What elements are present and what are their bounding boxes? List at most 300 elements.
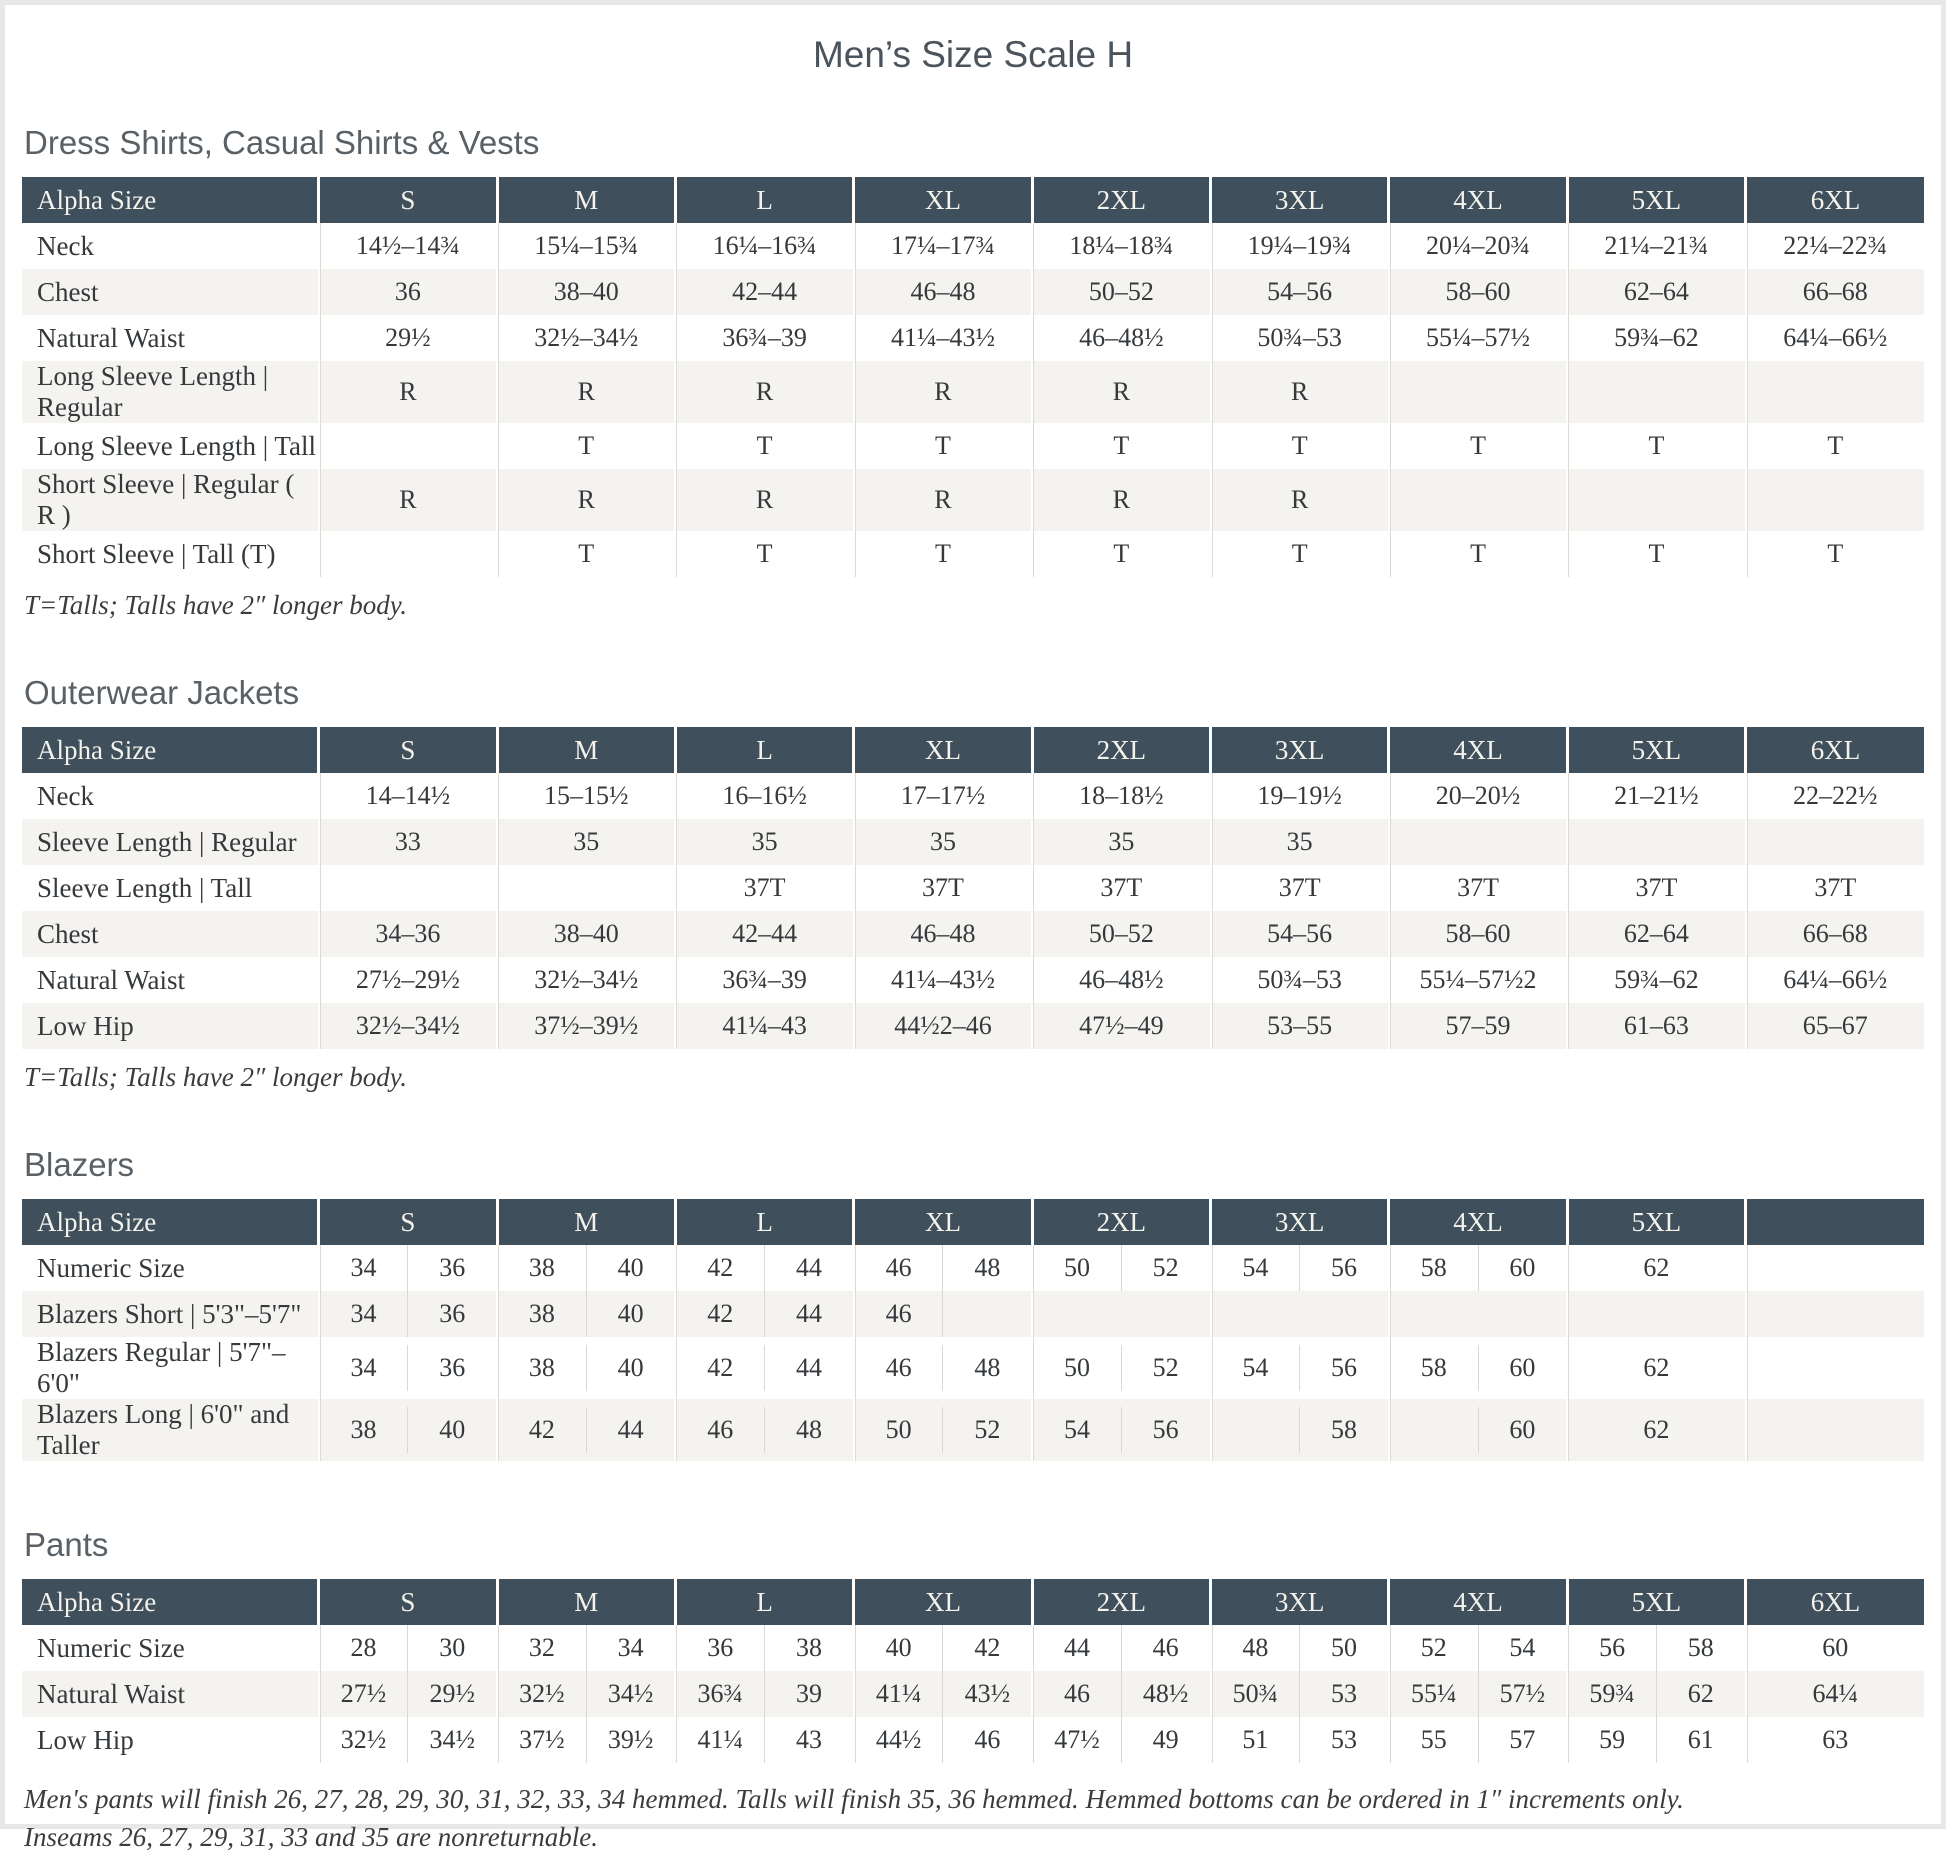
size-value: 40 [407, 1407, 496, 1453]
size-value: 46 [1063, 1679, 1090, 1708]
size-value: 54 [1242, 1253, 1269, 1282]
size-value: 48 [764, 1407, 853, 1453]
size-cell [1746, 1337, 1924, 1399]
size-cell: 59¾–62 [1567, 957, 1745, 1003]
size-value: 50¾ [1232, 1679, 1279, 1708]
size-value: 59 [1599, 1725, 1626, 1754]
size-cell [1211, 1245, 1389, 1291]
size-column-header: 5XL [1567, 177, 1745, 223]
size-value: 44 [764, 1345, 853, 1391]
talls-footnote: T=Talls; Talls have 2″ longer body. [24, 1062, 408, 1092]
size-value: 39 [764, 1671, 853, 1717]
size-cell [319, 1399, 497, 1461]
footer-note-line-1: Men's pants will finish 26, 27, 28, 29, 30, 31, 32, 33, 34 hemmed. Talls will finish 35, 36 hemmed. Hemmed bottoms can be ordered in 1″ increments only. [24, 1784, 1684, 1814]
size-cell: R [854, 469, 1032, 531]
talls-footnote: T=Talls; Talls have 2″ longer body. [24, 590, 408, 620]
size-cell: 62–64 [1567, 911, 1745, 957]
size-column-header [1746, 1199, 1924, 1245]
size-cell: 15¼–15¾ [497, 223, 675, 269]
size-cell [675, 1245, 853, 1291]
size-value: 50 [1063, 1253, 1090, 1282]
size-cell: 64¼–66½ [1746, 957, 1924, 1003]
size-cell: 61–63 [1567, 1003, 1745, 1049]
size-section [22, 673, 1924, 1093]
size-value: 32½ [340, 1725, 387, 1754]
size-value: 34 [350, 1253, 377, 1282]
size-cell [675, 1291, 853, 1337]
size-value: 28 [350, 1633, 377, 1662]
size-value: 34½ [586, 1671, 675, 1717]
size-cell: 62–64 [1567, 269, 1745, 315]
size-cell: R [675, 469, 853, 531]
size-cell: 36 [319, 269, 497, 315]
table-row [22, 773, 1924, 819]
size-value: 55 [1420, 1725, 1447, 1754]
size-cell: 59¾–62 [1567, 315, 1745, 361]
size-value: 36 [407, 1291, 496, 1337]
size-cell: T [854, 531, 1032, 577]
size-value: 50 [885, 1415, 912, 1444]
size-cell [497, 1671, 675, 1717]
size-cell: 17–17½ [854, 773, 1032, 819]
size-value: 41¼ [697, 1725, 744, 1754]
size-value: 60 [1478, 1245, 1567, 1291]
size-cell: 37T [675, 865, 853, 911]
size-cell: 37½–39½ [497, 1003, 675, 1049]
size-cell: 21¼–21¾ [1567, 223, 1745, 269]
size-value: 29½ [407, 1671, 496, 1717]
size-cell [497, 865, 675, 911]
size-value: 41¼ [875, 1679, 922, 1708]
size-cell: 46–48 [854, 269, 1032, 315]
size-cell: 36¾–39 [675, 315, 853, 361]
size-cell [1567, 1625, 1745, 1671]
size-cell [1746, 1245, 1924, 1291]
size-value: 50 [1299, 1625, 1388, 1671]
size-cell: 17¼–17¾ [854, 223, 1032, 269]
size-cell: 41¼–43½ [854, 957, 1032, 1003]
size-cell: 41¼–43½ [854, 315, 1032, 361]
size-cell: 55¼–57½ [1389, 315, 1567, 361]
size-value: 42 [707, 1253, 734, 1282]
size-value: 54 [1242, 1353, 1269, 1382]
table-row [22, 1717, 1924, 1763]
size-value: 34 [586, 1625, 675, 1671]
size-cell [1211, 1717, 1389, 1763]
size-cell: 15–15½ [497, 773, 675, 819]
size-column-header: 5XL [1567, 1199, 1745, 1245]
size-column-header: 2XL [1032, 1579, 1210, 1625]
size-column-header: 6XL [1746, 727, 1924, 773]
size-column-header: XL [854, 177, 1032, 223]
table-row [22, 315, 1924, 361]
size-column-header: L [675, 1579, 853, 1625]
table-row [22, 1625, 1924, 1671]
size-cell [1567, 361, 1745, 423]
size-cell [854, 1245, 1032, 1291]
row-label: Blazers Long | 6'0" and Taller [37, 1399, 290, 1460]
row-label: Short Sleeve | Regular ( R ) [37, 469, 295, 530]
size-cell: 35 [675, 819, 853, 865]
size-cell [1746, 819, 1924, 865]
size-cell [1211, 1291, 1389, 1337]
size-cell: 65–67 [1746, 1003, 1924, 1049]
sections-container [22, 123, 1924, 1763]
size-column-header: L [675, 177, 853, 223]
size-cell: 35 [1211, 819, 1389, 865]
alpha-size-header: Alpha Size [22, 727, 319, 773]
table-row [22, 865, 1924, 911]
size-cell: 35 [1032, 819, 1210, 865]
size-value: 44 [1063, 1633, 1090, 1662]
size-value: 61 [1656, 1717, 1745, 1763]
size-column-header: L [675, 727, 853, 773]
size-cell: 62 [1567, 1337, 1745, 1399]
size-cell: 37T [1032, 865, 1210, 911]
size-value: 32½ [519, 1679, 565, 1708]
size-cell: 33 [319, 819, 497, 865]
size-cell: 46–48½ [1032, 315, 1210, 361]
row-label: Chest [37, 918, 99, 949]
size-value: 57½ [1478, 1671, 1567, 1717]
size-cell: R [1211, 361, 1389, 423]
size-table [22, 1199, 1924, 1461]
size-cell: 58–60 [1389, 911, 1567, 957]
size-cell [854, 1337, 1032, 1399]
header-row [22, 177, 1924, 223]
size-cell: R [675, 361, 853, 423]
size-value: 46 [942, 1717, 1031, 1763]
size-cell: 54–56 [1211, 269, 1389, 315]
size-table [22, 727, 1924, 1049]
size-value: 36 [407, 1345, 496, 1391]
size-cell: 35 [497, 819, 675, 865]
row-label: Numeric Size [37, 1252, 185, 1283]
size-value [1390, 1407, 1478, 1453]
size-value: 39½ [586, 1717, 675, 1763]
size-value: 48½ [1121, 1671, 1210, 1717]
size-cell: 20¼–20¾ [1389, 223, 1567, 269]
size-value: 46 [885, 1299, 912, 1328]
size-cell [1032, 1625, 1210, 1671]
row-label: Blazers Short | 5'3"–5'7" [37, 1298, 302, 1329]
size-value: 56 [1299, 1245, 1388, 1291]
size-cell: T [675, 423, 853, 469]
size-column-header: M [497, 1579, 675, 1625]
size-cell: 32½–34½ [319, 1003, 497, 1049]
row-label: Natural Waist [37, 1678, 186, 1709]
size-cell: 66–68 [1746, 269, 1924, 315]
size-cell: 50–52 [1032, 269, 1210, 315]
size-cell [497, 1625, 675, 1671]
size-section [22, 1525, 1924, 1763]
size-column-header: 4XL [1389, 177, 1567, 223]
size-cell: 64¼ [1746, 1671, 1924, 1717]
size-cell: 38–40 [497, 911, 675, 957]
size-column-header: 2XL [1032, 727, 1210, 773]
size-cell: 58–60 [1389, 269, 1567, 315]
size-cell: T [675, 531, 853, 577]
size-cell: 29½ [319, 315, 497, 361]
size-cell: R [497, 361, 675, 423]
size-cell [1032, 1717, 1210, 1763]
size-cell: 35 [854, 819, 1032, 865]
size-cell: 19¼–19¾ [1211, 223, 1389, 269]
size-cell: 37T [1211, 865, 1389, 911]
size-cell: 22–22½ [1746, 773, 1924, 819]
size-cell: 57–59 [1389, 1003, 1567, 1049]
size-value: 38 [528, 1299, 555, 1328]
size-column-header: 3XL [1211, 1579, 1389, 1625]
size-value: 51 [1242, 1725, 1269, 1754]
size-cell: 50¾–53 [1211, 315, 1389, 361]
size-cell: 54–56 [1211, 911, 1389, 957]
row-label: Numeric Size [37, 1632, 185, 1663]
size-value: 48 [942, 1345, 1031, 1391]
size-cell [497, 1291, 675, 1337]
size-cell [1746, 1399, 1924, 1461]
size-cell [1746, 469, 1924, 531]
size-cell: T [1746, 423, 1924, 469]
size-column-header: S [319, 727, 497, 773]
size-cell: 18¼–18¾ [1032, 223, 1210, 269]
footer-note-line-2: Inseams 26, 27, 29, 31, 33 and 35 are nonreturnable. [24, 1821, 598, 1852]
size-cell: 53–55 [1211, 1003, 1389, 1049]
row-label: Sleeve Length | Tall [37, 872, 253, 903]
size-cell: 22¼–22¾ [1746, 223, 1924, 269]
size-value: 46 [1121, 1625, 1210, 1671]
size-value: 38 [350, 1415, 377, 1444]
size-cell: T [1389, 423, 1567, 469]
size-value: 57 [1478, 1717, 1567, 1763]
size-value: 42 [707, 1353, 734, 1382]
size-cell [319, 1717, 497, 1763]
size-value: 50 [1063, 1353, 1090, 1382]
size-cell: 32½–34½ [497, 315, 675, 361]
size-value: 52 [942, 1407, 1031, 1453]
size-cell: 16–16½ [675, 773, 853, 819]
size-value: 46 [885, 1353, 912, 1382]
size-cell: 14–14½ [319, 773, 497, 819]
table-row [22, 1003, 1924, 1049]
table-row [22, 1671, 1924, 1717]
size-value: 52 [1121, 1345, 1210, 1391]
size-column-header: XL [854, 1579, 1032, 1625]
size-cell [319, 531, 497, 577]
size-cell: 37T [1746, 865, 1924, 911]
table-row [22, 911, 1924, 957]
size-value: 52 [1420, 1633, 1447, 1662]
size-column-header: 6XL [1746, 1579, 1924, 1625]
size-cell: 42–44 [675, 911, 853, 957]
size-cell: T [1211, 423, 1389, 469]
size-value: 42 [707, 1299, 734, 1328]
section-heading: Outerwear Jackets [24, 674, 300, 711]
size-value: 53 [1299, 1717, 1388, 1763]
size-value: 56 [1121, 1407, 1210, 1453]
size-value: 46 [707, 1415, 734, 1444]
size-cell [319, 1671, 497, 1717]
size-cell: 55¼–57½2 [1389, 957, 1567, 1003]
size-column-header: 2XL [1032, 1199, 1210, 1245]
size-cell: 37T [1567, 865, 1745, 911]
row-label: Low Hip [37, 1724, 134, 1755]
size-value: 44½ [875, 1725, 922, 1754]
size-cell [854, 1671, 1032, 1717]
size-cell: 46–48½ [1032, 957, 1210, 1003]
size-cell [1567, 819, 1745, 865]
size-value: 53 [1299, 1671, 1388, 1717]
size-cell: T [1211, 531, 1389, 577]
size-cell: 37T [854, 865, 1032, 911]
size-cell: T [497, 423, 675, 469]
size-cell [1567, 1291, 1745, 1337]
size-value: 59¾ [1589, 1679, 1635, 1708]
size-cell: 46–48 [854, 911, 1032, 957]
size-cell [854, 1625, 1032, 1671]
size-column-header: M [497, 177, 675, 223]
size-cell [675, 1337, 853, 1399]
table-row [22, 1245, 1924, 1291]
size-cell [1389, 1337, 1567, 1399]
table-row [22, 819, 1924, 865]
size-cell [1211, 1625, 1389, 1671]
size-cell [675, 1671, 853, 1717]
size-value: 34 [350, 1299, 377, 1328]
size-cell [1032, 1337, 1210, 1399]
size-cell: 63 [1746, 1717, 1924, 1763]
size-value: 44 [586, 1407, 675, 1453]
size-column-header: M [497, 727, 675, 773]
size-cell [675, 1399, 853, 1461]
size-value: 34 [350, 1353, 377, 1382]
row-label: Sleeve Length | Regular [37, 826, 297, 857]
row-label: Low Hip [37, 1010, 134, 1041]
size-column-header: S [319, 1199, 497, 1245]
size-cell [1032, 1399, 1210, 1461]
size-cell [497, 1399, 675, 1461]
size-cell [497, 1717, 675, 1763]
size-cell: 20–20½ [1389, 773, 1567, 819]
size-cell [1389, 1291, 1567, 1337]
size-value: 44 [764, 1291, 853, 1337]
size-cell [1032, 1245, 1210, 1291]
size-cell [1567, 1671, 1745, 1717]
size-value: 40 [586, 1291, 675, 1337]
size-column-header: XL [854, 1199, 1032, 1245]
size-value: 44 [764, 1245, 853, 1291]
alpha-size-header: Alpha Size [22, 1579, 319, 1625]
size-cell [854, 1717, 1032, 1763]
size-cell [1211, 1671, 1389, 1717]
size-value [942, 1291, 1031, 1337]
size-cell: 64¼–66½ [1746, 315, 1924, 361]
size-cell [1389, 1717, 1567, 1763]
size-cell [854, 1399, 1032, 1461]
row-label: Long Sleeve Length | Tall [37, 430, 316, 461]
size-value: 55¼ [1410, 1679, 1457, 1708]
row-label: Chest [37, 276, 99, 307]
size-column-header: 4XL [1389, 727, 1567, 773]
size-table [22, 177, 1924, 577]
size-column-header: 5XL [1567, 727, 1745, 773]
size-cell: T [1032, 423, 1210, 469]
table-row [22, 423, 1924, 469]
size-value: 27½ [340, 1679, 387, 1708]
size-cell: 21–21½ [1567, 773, 1745, 819]
table-row [22, 1291, 1924, 1337]
size-cell: R [1211, 469, 1389, 531]
size-column-header: 2XL [1032, 177, 1210, 223]
size-value: 40 [586, 1245, 675, 1291]
size-value: 40 [885, 1633, 912, 1662]
size-value: 58 [1420, 1353, 1447, 1382]
size-cell: T [1032, 531, 1210, 577]
size-cell: T [1746, 531, 1924, 577]
size-cell: 34–36 [319, 911, 497, 957]
size-column-header: 3XL [1211, 177, 1389, 223]
table-row [22, 531, 1924, 577]
size-value: 37½ [519, 1725, 565, 1754]
size-column-header: S [319, 1579, 497, 1625]
size-value: 30 [407, 1625, 496, 1671]
size-cell: 14½–14¾ [319, 223, 497, 269]
size-value: 56 [1599, 1633, 1626, 1662]
size-cell: 47½–49 [1032, 1003, 1210, 1049]
size-cell [1746, 1291, 1924, 1337]
size-section [22, 123, 1924, 621]
size-cell [854, 1291, 1032, 1337]
size-cell: 42–44 [675, 269, 853, 315]
size-value: 40 [586, 1345, 675, 1391]
size-value: 56 [1299, 1345, 1388, 1391]
size-value: 36¾ [697, 1679, 744, 1708]
table-row [22, 1399, 1924, 1461]
size-value: 43 [764, 1717, 853, 1763]
size-cell: R [1032, 361, 1210, 423]
row-label: Natural Waist [37, 322, 186, 353]
size-cell: R [319, 361, 497, 423]
section-heading: Blazers [24, 1146, 135, 1183]
size-cell: T [497, 531, 675, 577]
header-row [22, 1579, 1924, 1625]
size-column-header: 4XL [1389, 1199, 1567, 1245]
size-cell: R [497, 469, 675, 531]
size-section [22, 1145, 1924, 1461]
size-cell [1389, 1245, 1567, 1291]
size-value: 58 [1299, 1407, 1388, 1453]
size-cell [319, 1245, 497, 1291]
size-value: 54 [1478, 1625, 1567, 1671]
size-cell [675, 1625, 853, 1671]
size-cell [497, 1245, 675, 1291]
alpha-size-header: Alpha Size [22, 177, 319, 223]
size-cell [675, 1717, 853, 1763]
section-heading: Pants [24, 1526, 109, 1563]
size-value [1212, 1407, 1300, 1453]
size-cell: T [854, 423, 1032, 469]
size-column-header: 4XL [1389, 1579, 1567, 1625]
size-column-header: 3XL [1211, 727, 1389, 773]
size-cell [1389, 1625, 1567, 1671]
row-label: Short Sleeve | Tall (T) [37, 538, 276, 569]
size-cell [497, 1337, 675, 1399]
size-cell: 27½–29½ [319, 957, 497, 1003]
size-cell: 62 [1567, 1245, 1745, 1291]
size-cell: 41¼–43 [675, 1003, 853, 1049]
size-value: 58 [1420, 1253, 1447, 1282]
size-table [22, 1579, 1924, 1763]
